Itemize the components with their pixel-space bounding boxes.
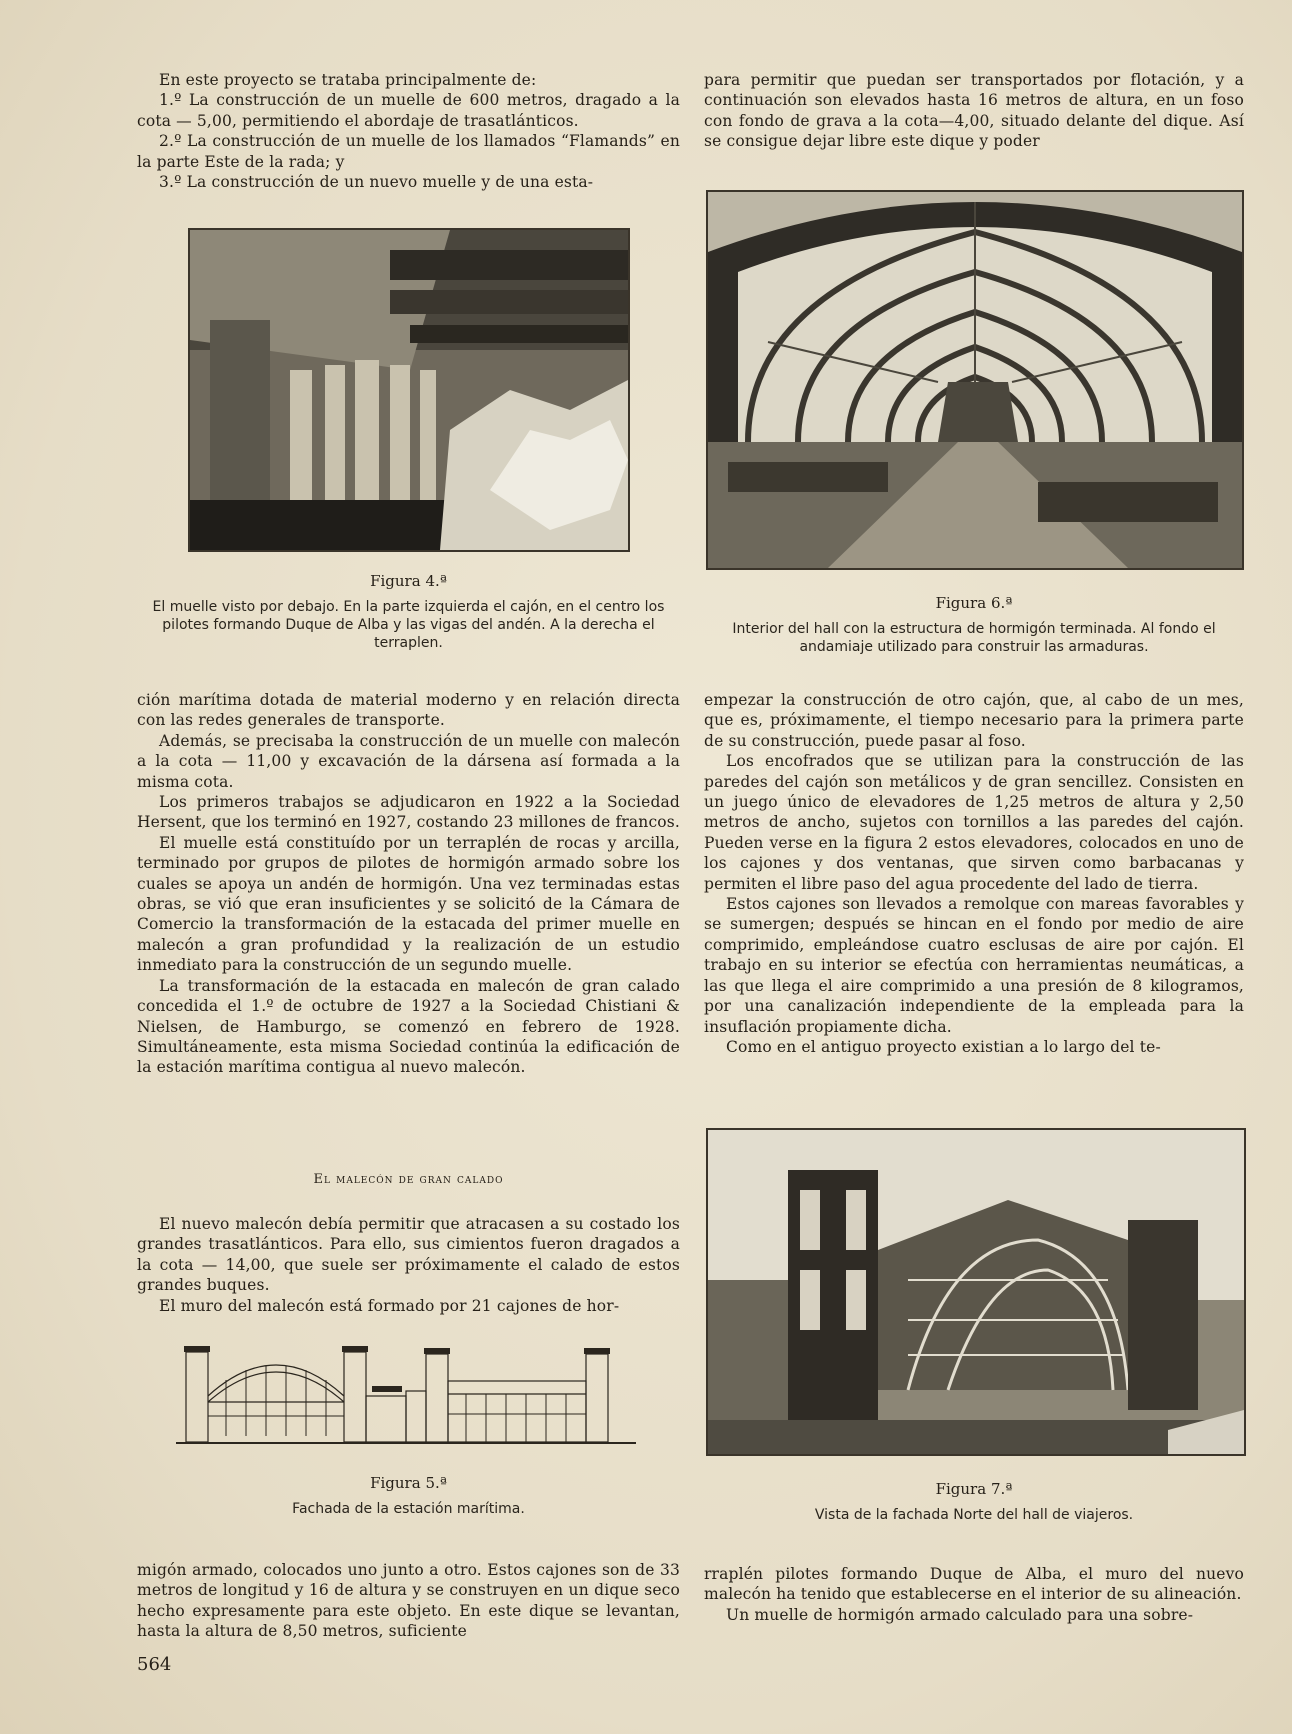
figure-6-caption: Interior del hall con la estructura de hormigón terminada. Al fondo el andamiaje utilizado para construir las armaduras. [732,621,1216,655]
paragraph: Como en el antiguo proyecto existian a lo largo del te- [726,1037,1161,1056]
paragraph: migón armado, colocados uno junto a otro. Estos cajones son de 33 metros de longitud y 16 de altura y se construyen en un dique seco hecho expresamente para este objeto. En este dique se levantan, hasta la altura de 8,50 metros, suficiente [137,1561,680,1641]
section-heading-block [137,1172,680,1187]
paragraph: El nuevo malecón debía permitir que atracasen a su costado los grandes trasatlánticos. Para ello, sus cimientos fueron dragados a la cota — 14,00, que suele ser próximamente el calado de estos grandes buques. [137,1215,680,1295]
paragraph: Los encofrados que se utilizan para la construcción de las paredes del cajón son metálicos y de gran sencillez. Consisten en un juego único de elevadores de 1,25 metros de altura y 2,50 metros de ancho, sujetos con tornillos a las paredes del cajón. Pueden verse en la figura 2 estos elevadores, colocados en uno de los cajones y dos ventanas, que sirven como barbacanas y permiten el libre paso del agua procedente del lado de tierra. [704,752,1244,893]
section-heading: El malecón de gran calado [313,1172,504,1187]
figure-6-photo [706,190,1244,570]
figure-4-caption-block [137,572,680,652]
figure-4-title: Figura 4.ª [370,572,447,590]
left-middle-text [137,690,680,1078]
paragraph: rraplén pilotes formando Duque de Alba, el muro del nuevo malecón ha tenido que establecerse en el interior de su alineación. [704,1565,1244,1604]
figure-4-caption: El muelle visto por debajo. En la parte izquierda el cajón, en el centro los pilotes formando Duque de Alba y las vigas del andén. A la derecha el terraplen. [152,599,665,651]
left-bottom-text [137,1560,680,1642]
figure-7-caption: Vista de la fachada Norte del hall de viajeros. [814,1507,1134,1523]
intro-item-1: 1.º La construcción de un muelle de 600 metros, dragado a la cota — 5,00, permitiendo el abordaje de trasatlánticos. [137,91,680,130]
figure-5-drawing [176,1336,636,1446]
paragraph: La transformación de la estacada en malecón de gran calado concedida el 1.º de octubre de 1927 a la Sociedad Chistiani & Nielsen, de Hamburgo, se comenzó en febrero de 1928. Simultáneamente, esta misma Sociedad continúa la edificación de la estación marítima contigua al nuevo malecón. [137,976,680,1077]
paragraph: ción marítima dotada de material moderno y en relación directa con las redes generales de transporte. [137,691,680,730]
figure-7-title: Figura 7.ª [935,1480,1013,1498]
figure-6-caption-block [704,594,1244,656]
right-top-text [704,70,1244,152]
paragraph: El muelle está constituído por un terraplén de rocas y arcilla, terminado por grupos de pilotes de hormigón armado sobre los cuales se apoya un andén de hormigón. Una vez terminadas estas obras, se vió que eran insuficientes y se solicitó de la Cámara de Comercio la transformación de la estacada del primer muelle en malecón a gran profundidad y la realización de un estudio inmediato para la construcción de un segundo muelle. [137,833,680,975]
figure-5-caption-block [137,1474,680,1518]
figure-6-title: Figura 6.ª [935,594,1013,612]
paragraph: Un muelle de hormigón armado calculado para una sobre- [726,1605,1194,1624]
right-middle-text [704,690,1244,1057]
figure-4-photo [188,228,630,552]
intro-item-2: 2.º La construcción de un muelle de los llamados “Flamands” en la parte Este de la rada; y [137,132,680,171]
figure-5-title: Figura 5.ª [370,1474,447,1492]
left-intro [137,70,680,192]
figure-7-photo [706,1128,1246,1456]
intro-line: En este proyecto se trataba principalmente de: [159,71,537,89]
right-bottom-text [704,1564,1244,1625]
paragraph: empezar la construcción de otro cajón, que, al cabo de un mes, que es, próximamente, el tiempo necesario para la primera parte de su construcción, puede pasar al foso. [704,691,1244,750]
page-number: 564 [137,1654,172,1675]
left-section-text [137,1214,680,1316]
paragraph: Estos cajones son llevados a remolque con mareas favorables y se sumergen; después se hincan en el fondo por medio de aire comprimido, empleándose cuatro esclusas de aire por cajón. El trabajo en su interior se efectúa con herramientas neumáticas, a las que llega el aire comprimido a una presión de 8 kilogramos, por una canalización independiente de la empleada para la insuflación propiamente dicha. [704,895,1244,1036]
paragraph: para permitir que puedan ser transportados por flotación, y a continuación son elevados hasta 16 metros de altura, en un foso con fondo de grava a la cota—4,00, situado delante del dique. Así se consigue dejar libre este dique y poder [704,71,1244,151]
intro-item-3: 3.º La construcción de un nuevo muelle y de una esta- [159,173,594,192]
paragraph: Los primeros trabajos se adjudicaron en 1922 a la Sociedad Hersent, que los terminó en 1927, costando 23 millones de francos. [137,793,680,832]
figure-7-caption-block [704,1480,1244,1524]
paragraph: El muro del malecón está formado por 21 cajones de hor- [159,1296,620,1315]
figure-5-caption: Fachada de la estación marítima. [292,1501,525,1517]
paragraph: Además, se precisaba la construcción de un muelle con malecón a la cota — 11,00 y excavación de la dársena así formada a la misma cota. [137,731,680,791]
